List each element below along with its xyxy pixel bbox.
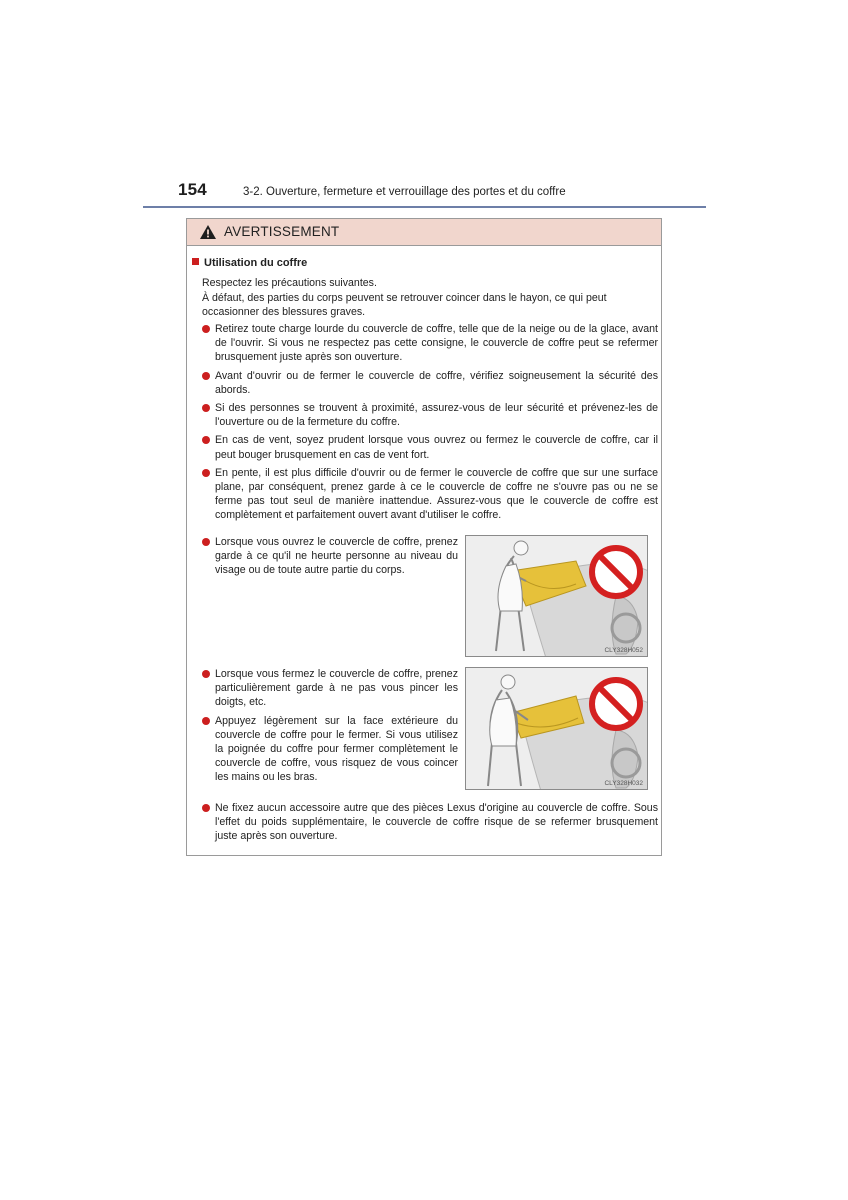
warning-triangle-icon bbox=[199, 224, 217, 240]
image-bullet-list-2 bbox=[202, 667, 458, 789]
bullet-dot-icon bbox=[202, 469, 210, 477]
bullet-item: Retirez toute charge lourde du couvercle de coffre, telle que de la neige ou de la glace, avant de l'ouvrir. Si vous ne respectez pas cette consigne, le couvercle de coffre peut se refermer brusquement juste après son ouverture. bbox=[202, 322, 658, 365]
header-rule bbox=[143, 206, 706, 208]
bullet-item: Ne fixez aucun accessoire autre que des pièces Lexus d'origine au couvercle de coffre. Sous l'effet du poids supplémentaire, le couvercle de coffre risque de se refermer brusquement juste après son ouverture. bbox=[202, 801, 658, 844]
bullet-dot-icon bbox=[202, 538, 210, 546]
image-code: CLY328H052 bbox=[604, 647, 643, 654]
warning-title: AVERTISSEMENT bbox=[224, 224, 340, 239]
warning-header bbox=[187, 219, 661, 246]
subheading bbox=[192, 257, 307, 269]
subheading-text: Utilisation du coffre bbox=[204, 257, 308, 269]
trunk-closing-illustration bbox=[466, 668, 648, 790]
bullet-item: En cas de vent, soyez prudent lorsque vous ouvrez ou fermez le couvercle de coffre, car il peut bouger brusquement en cas de vent fort. bbox=[202, 433, 658, 461]
illustration-trunk-closing bbox=[465, 667, 648, 790]
intro-text bbox=[202, 276, 652, 320]
intro-line: Respectez les précautions suivantes. bbox=[202, 277, 377, 289]
warning-box bbox=[186, 218, 662, 856]
final-bullet-list bbox=[202, 801, 658, 848]
bullet-list bbox=[202, 322, 658, 527]
bullet-dot-icon bbox=[202, 372, 210, 380]
bullet-item: Avant d'ouvrir ou de fermer le couvercle de coffre, vérifiez soigneusement la sécurité des abords. bbox=[202, 369, 658, 397]
bullet-dot-icon bbox=[202, 325, 210, 333]
page-number: 154 bbox=[178, 180, 207, 199]
illustration-trunk-opening bbox=[465, 535, 648, 657]
bullet-dot-icon bbox=[202, 717, 210, 725]
bullet-dot-icon bbox=[202, 404, 210, 412]
bullet-dot-icon bbox=[202, 804, 210, 812]
red-square-icon bbox=[192, 258, 199, 265]
image-code: CLY328H032 bbox=[604, 780, 643, 787]
trunk-opening-illustration bbox=[466, 536, 648, 657]
image-bullet-list-1 bbox=[202, 535, 458, 582]
bullet-item: Si des personnes se trouvent à proximité, assurez-vous de leur sécurité et prévenez-les de l'ouverture ou de la fermeture du coffre. bbox=[202, 401, 658, 429]
bullet-item: Lorsque vous ouvrez le couvercle de coffre, prenez garde à ce qu'il ne heurte personne au niveau du visage ou de toute autre partie du corps. bbox=[202, 535, 458, 578]
bullet-item: Appuyez légèrement sur la face extérieure du couvercle de coffre pour le fermer. Si vous utilisez la poignée du coffre pour fermer complètement le couvercle de coffre, vous risquez de vous coincer les mains ou les bras. bbox=[202, 714, 458, 785]
bullet-item: En pente, il est plus difficile d'ouvrir ou de fermer le couvercle de coffre que sur une surface plane, par conséquent, prenez garde à ce le couvercle de coffre ne s'ouvre pas ou ne se ferme pas tout seul de manière inattendue. Assurez-vous que le couvercle de coffre est complètement et parfaitement ouvert avant d'utiliser le coffre. bbox=[202, 466, 658, 523]
bullet-dot-icon bbox=[202, 670, 210, 678]
bullet-item: Lorsque vous fermez le couvercle de coffre, prenez particulièrement garde à ne pas vous pincer les doigts, etc. bbox=[202, 667, 458, 710]
section-title: 3-2. Ouverture, fermeture et verrouillage des portes et du coffre bbox=[243, 186, 566, 198]
intro-line: À défaut, des parties du corps peuvent se retrouver coincer dans le hayon, ce qui peut occasionner des blessures graves. bbox=[202, 291, 607, 318]
bullet-dot-icon bbox=[202, 436, 210, 444]
